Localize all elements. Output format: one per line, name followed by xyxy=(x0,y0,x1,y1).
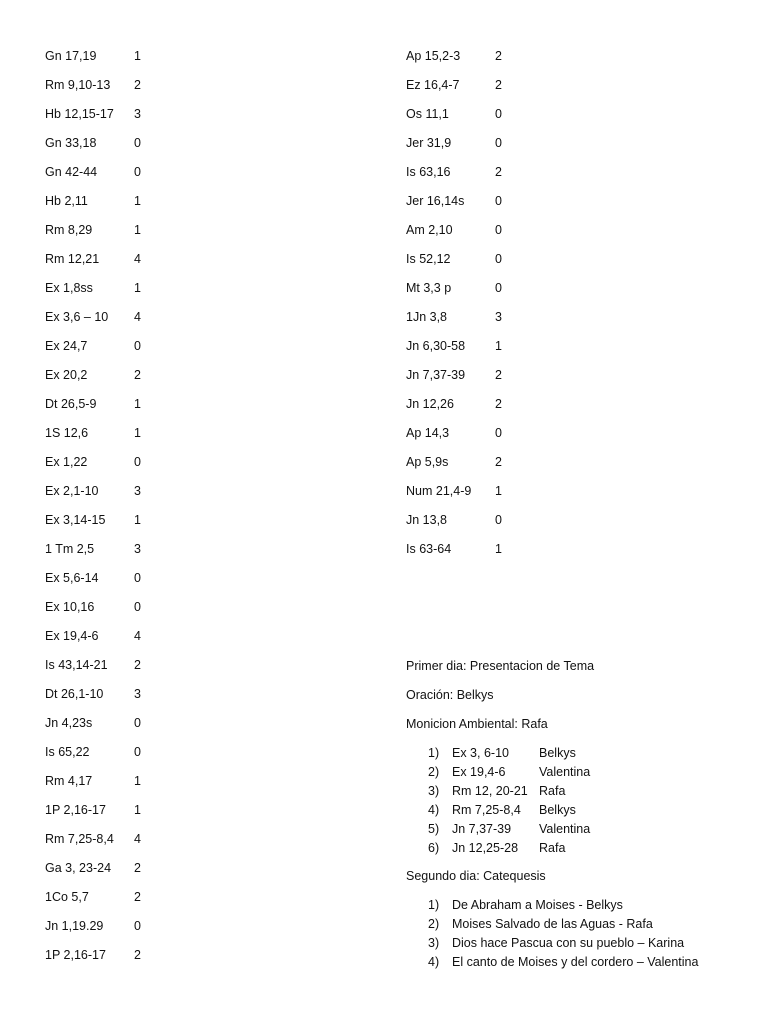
reference-count: 0 xyxy=(495,136,502,150)
reference-text: Jn 1,19.29 xyxy=(45,919,104,933)
reference-text: Hb 2,11 xyxy=(45,194,88,208)
reading-reference: Rm 12, 20-21 xyxy=(452,784,528,798)
reading-reference: Jn 7,37-39 xyxy=(452,822,512,836)
reference-text: Gn 42-44 xyxy=(45,165,98,179)
reference-count: 3 xyxy=(495,310,502,324)
catechesis-number: 2) xyxy=(428,917,440,931)
reference-count: 0 xyxy=(134,600,141,614)
reference-text: 1S 12,6 xyxy=(45,426,89,440)
reference-text: Num 21,4-9 xyxy=(406,484,472,498)
reference-text: 1 Tm 2,5 xyxy=(45,542,95,556)
reference-text: Is 65,22 xyxy=(45,745,90,759)
reference-count: 0 xyxy=(495,107,502,121)
reference-text: Hb 12,15-17 xyxy=(45,107,114,121)
reference-count: 3 xyxy=(134,687,141,701)
reference-text: Ex 2,1-10 xyxy=(45,484,99,498)
reference-text: Jn 4,23s xyxy=(45,716,93,730)
reference-text: Is 63,16 xyxy=(406,165,451,179)
reference-count: 0 xyxy=(134,571,141,585)
reference-count: 2 xyxy=(134,658,141,672)
catechesis-text: El canto de Moises y del cordero – Valentina xyxy=(452,955,699,969)
reference-text: Ex 5,6-14 xyxy=(45,571,99,585)
reference-text: Jn 13,8 xyxy=(406,513,448,527)
reference-count: 2 xyxy=(134,948,141,962)
reference-text: Ez 16,4-7 xyxy=(406,78,460,92)
reference-count: 2 xyxy=(495,368,502,382)
reference-text: Am 2,10 xyxy=(406,223,453,237)
reference-text: Ex 3,6 – 10 xyxy=(45,310,109,324)
reading-number: 5) xyxy=(428,822,440,836)
reference-count: 1 xyxy=(495,542,502,556)
reference-count: 2 xyxy=(495,165,502,179)
reference-count: 0 xyxy=(495,223,502,237)
reference-count: 1 xyxy=(134,803,141,817)
reference-text: Is 43,14-21 xyxy=(45,658,108,672)
reference-count: 2 xyxy=(134,890,141,904)
reference-text: Dt 26,5-9 xyxy=(45,397,97,411)
reference-count: 1 xyxy=(134,194,141,208)
first-day-heading: Primer dia: Presentacion de Tema xyxy=(406,659,595,673)
reference-count: 1 xyxy=(134,513,141,527)
reference-count: 1 xyxy=(134,426,141,440)
reference-count: 4 xyxy=(134,832,141,846)
second-day-heading: Segundo dia: Catequesis xyxy=(406,869,546,883)
reference-count: 2 xyxy=(134,78,141,92)
reference-text: 1Jn 3,8 xyxy=(406,310,448,324)
reading-reference: Rm 7,25-8,4 xyxy=(452,803,521,817)
reference-count: 0 xyxy=(495,194,502,208)
reference-text: Ex 19,4-6 xyxy=(45,629,99,643)
reference-text: Ap 15,2-3 xyxy=(406,49,461,63)
reference-count: 0 xyxy=(495,252,502,266)
reference-text: Jer 16,14s xyxy=(406,194,465,208)
reference-text: Jn 6,30-58 xyxy=(406,339,466,353)
reference-text: Ex 24,7 xyxy=(45,339,88,353)
reference-count: 1 xyxy=(134,281,141,295)
reference-text: Ga 3, 23-24 xyxy=(45,861,112,875)
reference-text: Is 52,12 xyxy=(406,252,451,266)
reference-count: 1 xyxy=(134,397,141,411)
reading-number: 4) xyxy=(428,803,440,817)
reference-text: Gn 33,18 xyxy=(45,136,97,150)
reference-count: 1 xyxy=(495,339,502,353)
reference-count: 3 xyxy=(134,107,141,121)
reference-count: 0 xyxy=(134,339,141,353)
reference-count: 3 xyxy=(134,542,141,556)
reference-count: 2 xyxy=(134,861,141,875)
reference-count: 4 xyxy=(134,310,141,324)
reference-count: 0 xyxy=(134,136,141,150)
reading-reader: Belkys xyxy=(539,746,576,760)
reference-count: 2 xyxy=(495,455,502,469)
reference-count: 3 xyxy=(134,484,141,498)
reference-count: 0 xyxy=(134,165,141,179)
reference-count: 0 xyxy=(134,919,141,933)
reference-text: Jer 31,9 xyxy=(406,136,452,150)
reference-count: 1 xyxy=(134,774,141,788)
reference-count: 0 xyxy=(134,455,141,469)
reference-count: 0 xyxy=(495,426,502,440)
reference-text: Rm 12,21 xyxy=(45,252,100,266)
reference-count: 0 xyxy=(134,745,141,759)
reading-reader: Valentina xyxy=(539,765,591,779)
catechesis-text: Dios hace Pascua con su pueblo – Karina xyxy=(452,936,685,950)
reference-count: 1 xyxy=(134,49,141,63)
reading-number: 3) xyxy=(428,784,440,798)
reading-reader: Rafa xyxy=(539,784,566,798)
reference-text: Ex 10,16 xyxy=(45,600,95,614)
reference-text: Mt 3,3 p xyxy=(406,281,452,295)
reference-text: Ex 3,14-15 xyxy=(45,513,106,527)
catechesis-text: De Abraham a Moises - Belkys xyxy=(452,898,623,912)
reference-text: 1P 2,16-17 xyxy=(45,948,106,962)
catechesis-number: 3) xyxy=(428,936,440,950)
prayer-line: Oración: Belkys xyxy=(406,688,494,702)
reading-reader: Belkys xyxy=(539,803,576,817)
reference-text: Dt 26,1-10 xyxy=(45,687,104,701)
reference-count: 1 xyxy=(134,223,141,237)
reference-text: Os 11,1 xyxy=(406,107,449,121)
reference-text: Ap 5,9s xyxy=(406,455,449,469)
reference-text: 1Co 5,7 xyxy=(45,890,89,904)
reading-reference: Jn 12,25-28 xyxy=(452,841,519,855)
reference-count: 1 xyxy=(495,484,502,498)
reference-text: Rm 8,29 xyxy=(45,223,93,237)
reference-text: Ex 1,8ss xyxy=(45,281,93,295)
reading-number: 2) xyxy=(428,765,440,779)
reference-count: 0 xyxy=(134,716,141,730)
catechesis-text: Moises Salvado de las Aguas - Rafa xyxy=(452,917,653,931)
catechesis-number: 1) xyxy=(428,898,440,912)
reading-number: 1) xyxy=(428,746,440,760)
reference-count: 2 xyxy=(495,397,502,411)
reference-text: Rm 7,25-8,4 xyxy=(45,832,114,846)
reference-count: 2 xyxy=(134,368,141,382)
reference-text: Is 63-64 xyxy=(406,542,452,556)
reference-count: 2 xyxy=(495,78,502,92)
reference-text: Jn 12,26 xyxy=(406,397,454,411)
reference-text: Ap 14,3 xyxy=(406,426,450,440)
ambient-monition-line: Monicion Ambiental: Rafa xyxy=(406,717,548,731)
reading-reader: Rafa xyxy=(539,841,566,855)
reference-count: 2 xyxy=(495,49,502,63)
reference-count: 4 xyxy=(134,629,141,643)
reference-count: 0 xyxy=(495,513,502,527)
catechesis-number: 4) xyxy=(428,955,440,969)
reference-text: 1P 2,16-17 xyxy=(45,803,106,817)
reference-text: Ex 20,2 xyxy=(45,368,88,382)
reference-count: 0 xyxy=(495,281,502,295)
reference-text: Ex 1,22 xyxy=(45,455,88,469)
reference-text: Gn 17,19 xyxy=(45,49,97,63)
reading-number: 6) xyxy=(428,841,440,855)
reading-reference: Ex 19,4-6 xyxy=(452,765,506,779)
reference-count: 4 xyxy=(134,252,141,266)
reference-text: Jn 7,37-39 xyxy=(406,368,466,382)
reading-reader: Valentina xyxy=(539,822,591,836)
reference-text: Rm 4,17 xyxy=(45,774,93,788)
reference-text: Rm 9,10-13 xyxy=(45,78,111,92)
reading-reference: Ex 3, 6-10 xyxy=(452,746,509,760)
